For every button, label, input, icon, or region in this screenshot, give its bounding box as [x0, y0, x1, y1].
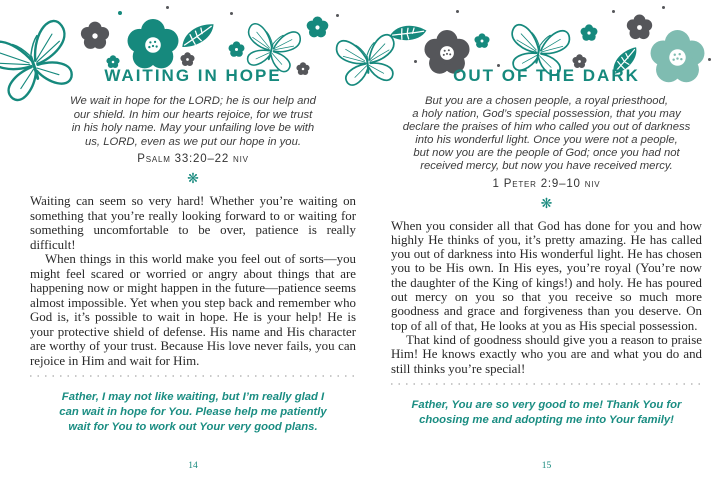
scripture-line: received mercy, but now you have received mercy.	[420, 160, 673, 173]
page-number: 15	[541, 461, 552, 471]
page-number: 14	[188, 461, 198, 471]
prayer-text	[391, 398, 702, 428]
devotional-text	[391, 219, 702, 376]
scripture-line: our shield. In him our hearts rejoice, for we trust	[73, 108, 313, 121]
page-title: WAITING IN HOPE	[104, 66, 282, 85]
flower-divider-icon: ❋	[187, 170, 199, 187]
scripture-line: a holy nation, God’s special possession, that you may	[412, 108, 681, 121]
devotional-text	[30, 194, 356, 368]
paragraph: When things in this world make you feel out of sorts—you might feel scared or worried or angry about things that are happening now or might happen in the future—patience seems almost impossible. Yet when you step back and remember who God is, it’s possible to wait in hope. He is your help! He is your protective shield of defense. His name and His character are worthy of your trust. Because His love never fails, you can rejoice in Him and wait for Him.	[30, 252, 356, 368]
scripture-line: We wait in hope for the LORD; he is our help and	[70, 95, 316, 107]
scripture-line: in his holy name. May your unfailing love be with	[71, 122, 315, 135]
scripture-reference: 1 Peter 2:9–10 niv	[492, 177, 601, 190]
dotted-divider	[30, 375, 356, 377]
paragraph: Waiting can seem so very hard! Whether you’re waiting on something that you’re really looking forward to or waiting for something uncomfortable to be over, patience is really difficult!	[30, 194, 356, 252]
scripture-line: but now you are the people of God; once you had not	[413, 147, 680, 160]
scripture-line: declare the praises of him who called you out of darkness	[402, 121, 691, 134]
flower-divider-icon: ❋	[540, 194, 553, 211]
prayer-line: can wait in hope for You. Please help me patiently	[59, 406, 327, 419]
prayer-line: Father, You are so very good to me! Thank You for	[411, 398, 682, 411]
scripture-quote	[30, 95, 356, 149]
prayer-line: wait for You to work out Your very good plans.	[68, 421, 318, 434]
page-left	[30, 0, 356, 504]
scripture-line: into his wonderful light. Once you were not a people,	[415, 134, 678, 147]
dot-icon	[708, 58, 711, 61]
paragraph: That kind of goodness should give you a reason to praise Him! He knows exactly who you are and what you do and still thinks you’re special!	[391, 332, 702, 376]
scripture-line: But you are a chosen people, a royal priesthood,	[424, 95, 669, 107]
prayer-line: choosing me and adopting me into Your family!	[419, 413, 674, 426]
page-right	[391, 0, 702, 504]
scripture-line: us, LORD, even as we put our hope in you.	[84, 135, 302, 148]
paragraph: When you consider all that God has done for you and how highly He thinks of you, it’s pretty amazing. He has called you out of darkness into His wonderful light. He has chosen you to be His own. In His eyes, you’re royal (You’re now the daughter of the King of kings!) and holy. He has poured out mercy on you so that you receive so much more goodness and grace and forgiveness than you deserve. On top of all of that, He looks at you as His special possession.	[391, 218, 702, 333]
page-title: OUT OF THE DARK	[453, 66, 640, 85]
dotted-divider	[391, 383, 702, 385]
scripture-reference: Psalm 33:20–22 niv	[137, 153, 249, 166]
prayer-line: Father, I may not like waiting, but I’m really glad I	[61, 391, 325, 404]
prayer-text	[30, 390, 356, 435]
scripture-quote	[391, 95, 702, 174]
